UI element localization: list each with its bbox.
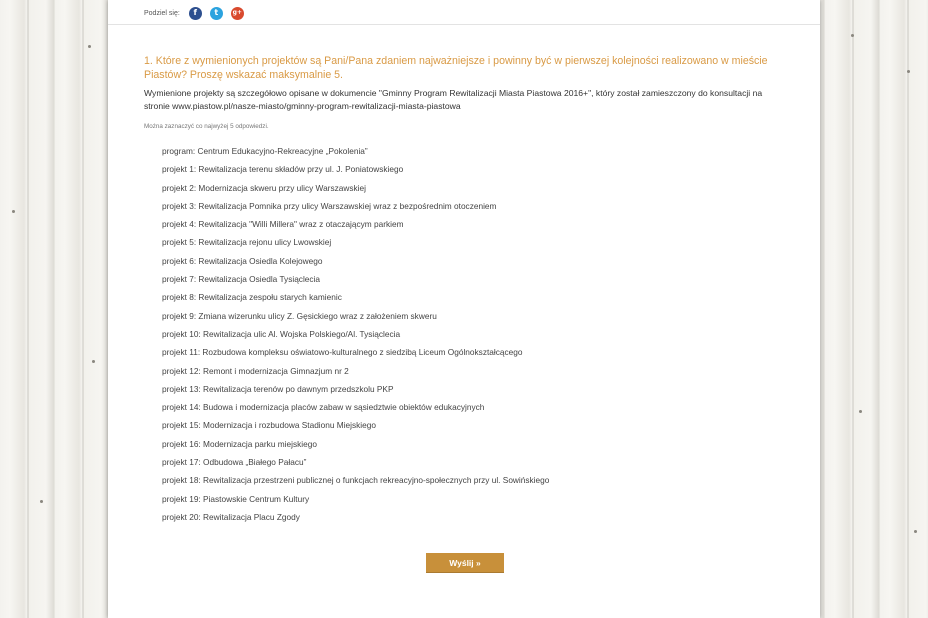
answer-option[interactable] [162,254,722,272]
answer-option-label: projekt 14: Budowa i modernizacja placów zabaw w sąsiedztwie obiektów edukacyjnych [162,402,485,413]
share-bar [144,6,252,20]
answer-option[interactable] [162,510,722,528]
answer-option-label: projekt 8: Rewitalizacja zespołu starych kamienic [162,292,342,303]
answer-option-label: projekt 12: Remont i modernizacja Gimnazjum nr 2 [162,365,349,376]
share-label: Podziel się: [144,9,180,17]
answer-option-label: projekt 13: Rewitalizacja terenów po dawnym przedszkolu PKP [162,383,394,394]
answer-option[interactable] [162,492,722,510]
wood-knot [40,500,43,503]
answer-option[interactable] [162,290,722,308]
wood-knot [907,70,910,73]
answer-option[interactable] [162,473,722,491]
answer-option-label: projekt 17: Odbudowa „Białego Pałacu” [162,457,307,468]
twitter-icon[interactable]: t [210,7,223,20]
answer-option-label: projekt 10: Rewitalizacja ulic Al. Wojska Polskiego/Al. Tysiąclecia [162,328,401,339]
answer-option[interactable] [162,437,722,455]
answer-option-label: projekt 3: Rewitalizacja Pomnika przy ulicy Warszawskiej wraz z bezpośrednim otoczeniem [162,200,497,211]
wood-background-left [0,0,110,618]
answer-option-label: projekt 11: Rozbudowa kompleksu oświatowo-kulturalnego z siedzibą Liceum Ogólnokształcącego [162,347,523,358]
answer-option[interactable] [162,199,722,217]
question-title: 1. Które z wymienionych projektów są Pani/Pana zdaniem najważniejsze i powinny być w pierwszej kolejności realizowano w mieście Piastów? Proszę wskazać maksymalnie 5. [144,55,768,81]
answer-option[interactable] [162,217,722,235]
answer-option[interactable] [162,309,722,327]
submit-button[interactable]: Wyślij » [426,553,504,573]
answer-option-label: projekt 5: Rewitalizacja rejonu ulicy Lwowskiej [162,237,332,248]
answer-option-label: projekt 19: Piastowskie Centrum Kultury [162,493,310,504]
wood-knot [859,410,862,413]
wood-knot [914,530,917,533]
answer-option[interactable] [162,144,722,162]
answer-option[interactable] [162,272,722,290]
divider [108,24,820,25]
wood-knot [12,210,15,213]
answer-option[interactable] [162,418,722,436]
question-description: Wymienione projekty są szczegółowo opisane w dokumencie "Gminny Program Rewitalizacji Miasta Piastowa 2016+", który został zamieszczony do konsultacji na stronie www.piastow.pl/nasze-miasto/gminny-program-rewitalizacji-miasta-piastowa [144,88,763,111]
answer-option[interactable] [162,345,722,363]
answer-option-label: projekt 15: Modernizacja i rozbudowa Stadionu Miejskiego [162,420,376,431]
answer-option[interactable] [162,364,722,382]
answer-option-label: projekt 16: Modernizacja parku miejskiego [162,438,317,449]
answer-option[interactable] [162,382,722,400]
wood-knot [92,360,95,363]
answer-option-label: projekt 2: Modernizacja skweru przy ulicy Warszawskiej [162,182,366,193]
answer-option-label: projekt 20: Rewitalizacja Placu Zgody [162,511,300,522]
answer-option-label: projekt 1: Rewitalizacja terenu składów przy ul. J. Poniatowskiego [162,164,404,175]
answer-option-label: projekt 18: Rewitalizacja przestrzeni publicznej o funkcjach rekreacyjno-społecznych przy ul. Sowińskiego [162,475,550,486]
answer-option[interactable] [162,181,722,199]
wood-knot [851,34,854,37]
answer-option[interactable] [162,455,722,473]
answer-option[interactable] [162,400,722,418]
answer-option[interactable] [162,162,722,180]
googleplus-icon[interactable]: g+ [231,7,244,20]
answer-option-label: projekt 6: Rewitalizacja Osiedla Kolejowego [162,255,323,266]
answer-option[interactable] [162,327,722,345]
survey-panel [108,0,820,618]
wood-background-right [819,0,928,618]
wood-knot [88,45,91,48]
answer-option-label: projekt 4: Rewitalizacja "Willi Millera" wraz z otaczającym parkiem [162,219,404,230]
answer-option[interactable] [162,235,722,253]
answer-option-label: projekt 7: Rewitalizacja Osiedla Tysiąclecia [162,274,321,285]
answer-option-label: projekt 9: Zmiana wizerunku ulicy Z. Gęsickiego wraz z założeniem skweru [162,310,437,321]
facebook-icon[interactable]: f [189,7,202,20]
answer-option-label: program: Centrum Edukacyjno-Rekreacyjne „Pokolenia” [162,146,368,156]
selection-hint: Można zaznaczyć co najwyżej 5 odpowiedzi. [144,123,269,130]
options-list [162,144,722,528]
